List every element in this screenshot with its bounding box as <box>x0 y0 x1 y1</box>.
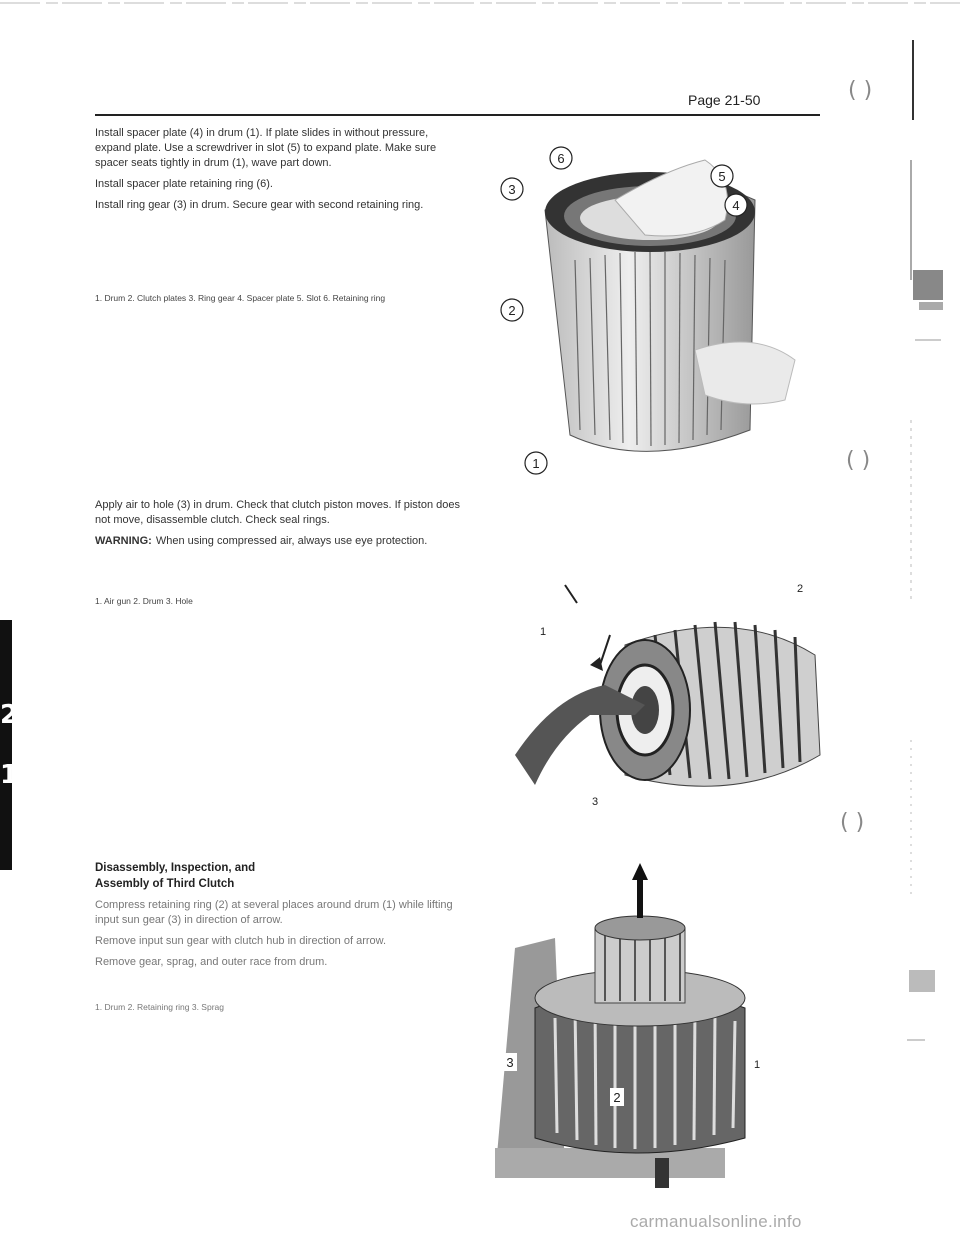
svg-text:6: 6 <box>557 151 565 166</box>
svg-text:2: 2 <box>796 583 804 595</box>
section3-para1: Compress retaining ring (2) at several places around drum (1) while lifting input sun gear (3) in direction of arrow. <box>95 899 453 926</box>
svg-text:1: 1 <box>753 1059 761 1071</box>
svg-text:2: 2 <box>613 1090 621 1105</box>
section1-caption: 1. Drum 2. Clutch plates 3. Ring gear 4. Spacer plate 5. Slot 6. Retaining ring <box>95 293 386 303</box>
warning-label: WARNING: <box>95 535 152 547</box>
section3-para3: Remove gear, sprag, and outer race from drum. <box>95 956 328 968</box>
air-gun-photo <box>495 565 835 830</box>
scan-edge-strip <box>905 40 945 1180</box>
section3-para2: Remove input sun gear with clutch hub in direction of arrow. <box>95 935 387 947</box>
svg-text:5: 5 <box>718 169 726 184</box>
svg-text:3: 3 <box>506 1055 514 1070</box>
section3-heading <box>95 860 395 892</box>
watermark: carmanualsonline.info <box>630 1212 802 1231</box>
svg-text:1: 1 <box>532 456 540 471</box>
section2-para1: Apply air to hole (3) in drum. Check that clutch piston moves. If piston does not move, disassemble clutch. Check seal rings. <box>95 499 461 526</box>
page-number: Page 21-50 <box>688 92 761 108</box>
clutch-drum-photo <box>495 130 825 475</box>
svg-text:4: 4 <box>732 198 740 213</box>
binding-mark-icon: ( ) <box>846 448 871 473</box>
section1-text <box>95 126 460 213</box>
section3-caption: 1. Drum 2. Retaining ring 3. Sprag <box>95 1002 224 1012</box>
binding-mark-icon: ( ) <box>848 78 873 103</box>
binding-mark-icon: ( ) <box>840 810 865 835</box>
header-rule <box>95 114 820 116</box>
svg-text:2: 2 <box>508 303 516 318</box>
section3-heading-line2: Assembly of Third Clutch <box>95 878 235 890</box>
warning-text: When using compressed air, always use eye protection. <box>155 535 428 547</box>
section3-heading-line1: Disassembly, Inspection, and <box>95 862 256 874</box>
section1-para2: Install spacer plate retaining ring (6). <box>95 178 273 190</box>
section-tab-digit-1: 2 <box>0 700 19 730</box>
section2-caption: 1. Air gun 2. Drum 3. Hole <box>95 596 193 606</box>
section2-text <box>95 498 465 549</box>
sun-gear-photo <box>495 858 830 1188</box>
warning <box>95 534 465 549</box>
svg-text:3: 3 <box>508 182 516 197</box>
scan-edge <box>0 0 960 6</box>
section1-para3: Install ring gear (3) in drum. Secure gear with second retaining ring. <box>95 199 424 211</box>
section-tab-digit-2: 1 <box>0 760 19 790</box>
section3-text <box>95 898 465 970</box>
svg-text:3: 3 <box>591 796 599 808</box>
section-tab <box>0 620 19 870</box>
section1-para1: Install spacer plate (4) in drum (1). If plate slides in without pressure, expand plate. Use a screwdriver in slot (5) to expand plate. Make sure spacer seats tightly in drum (1), wave part down. <box>95 127 437 169</box>
svg-text:1: 1 <box>539 626 547 638</box>
